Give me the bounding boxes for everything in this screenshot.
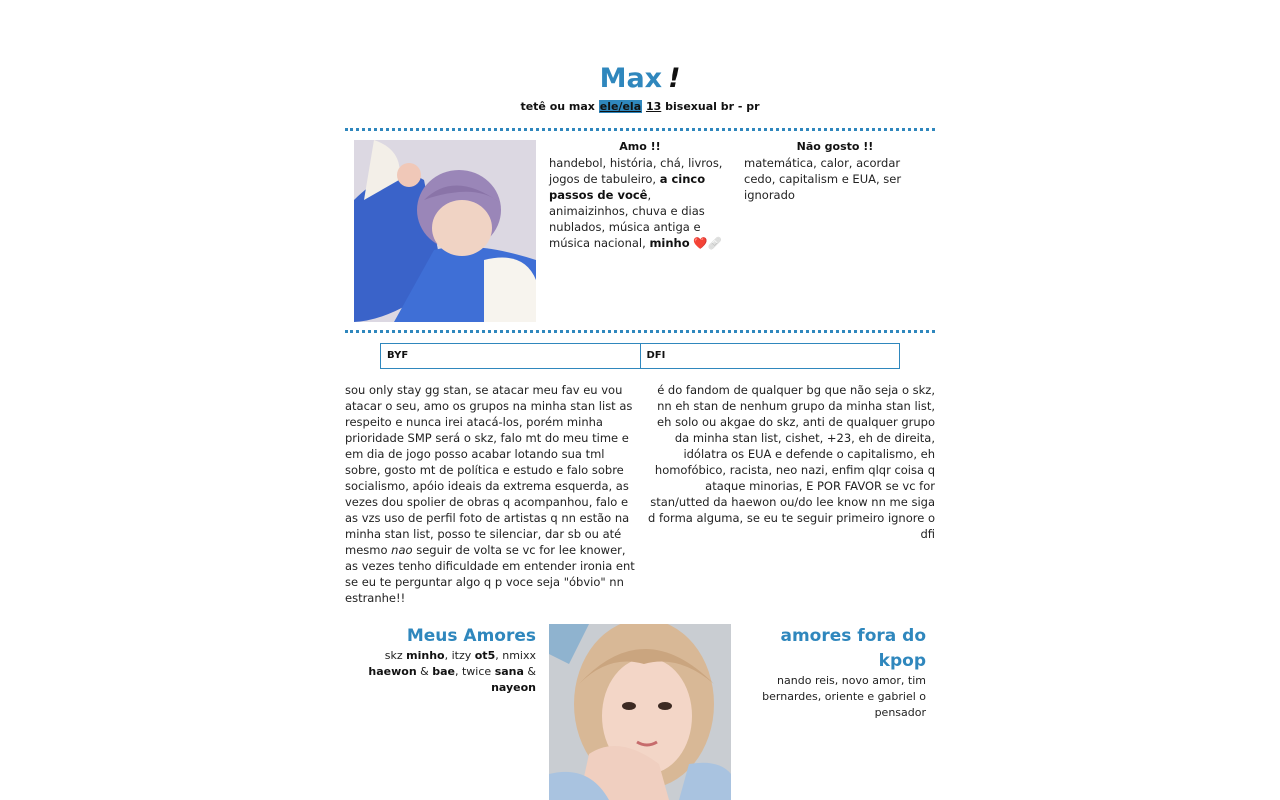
- page-title: [0, 60, 1280, 98]
- loves-b5: sana: [494, 665, 524, 678]
- loves-text: [345, 648, 536, 696]
- dislikes-heading: Não gosto !!: [796, 140, 874, 153]
- byf-label: BYF: [387, 350, 409, 361]
- pronouns-highlight: ele/ela: [599, 100, 642, 113]
- likes-bold-song: a cinco passos de você: [549, 172, 706, 202]
- profile-subtitle: [0, 100, 1280, 114]
- dfi-label: DFI: [640, 344, 900, 368]
- likes-heading: Amo !!: [619, 140, 661, 153]
- profile-photo-sana: [549, 624, 731, 800]
- profile-photo-minho: [354, 140, 536, 322]
- byf-text-1: sou only stay gg stan, se atacar meu fav eu vou atacar o seu, amo os grupos na minha stan list as respeito e nunca irei atacá-los, porém minha prioridade SMP será o skz, falo mt do meu time e em dia de jogo posso acabar lotando sua tml sobre, gosto mt de política e estudo e falo sobre socialismo, apóio ideais da extrema esquerda, as vezes dou spolier de obras q acompanhou, falo e as vzs uso de perfil foto de artistas q nn estão na minha stan list, posso te silenciar, dar sb ou até mesmo: [345, 383, 633, 557]
- byf-italic: nao: [391, 543, 413, 557]
- title-exclaim: !: [668, 63, 681, 94]
- nickname-text: tetê ou max: [520, 100, 595, 113]
- loves-b3: haewon: [368, 665, 417, 678]
- dotted-divider-top: [345, 128, 935, 131]
- byf-dfi-table: [380, 343, 900, 369]
- likes-bold-minho: minho: [649, 236, 690, 250]
- loves-title: Meus Amores: [406, 626, 536, 646]
- loves-b4: bae: [432, 665, 455, 678]
- loves-t5: , twice: [455, 665, 492, 678]
- sana-photo-art: [549, 624, 731, 800]
- likes-text: [549, 155, 734, 251]
- byf-text-2: seguir de volta se vc for lee knower, as vezes tenho dificuldade em entender ironia ent se eu te perguntar algo q p voce seja "óbvio" nn estranhe!!: [345, 543, 635, 605]
- loves-t1: skz: [384, 649, 403, 662]
- outside-kpop-text: nando reis, novo amor, tim bernardes, oriente e gabriel o pensador: [762, 674, 926, 719]
- loves-b1: minho: [406, 649, 445, 662]
- loves-t3: , nmixx: [495, 649, 536, 662]
- likes-text-2: , animaizinhos, chuva e dias nublados, música antiga e música nacional,: [549, 188, 705, 250]
- loves-t2: , itzy: [444, 649, 472, 662]
- dfi-paragraph: é do fandom de qualquer bg que não seja o skz, nn eh stan de nenhum grupo da minha stan list, eh solo ou akgae do skz, anti de qualquer grupo da minha stan list, cishet, +23, eh de direita, idólatra os EUA e defende o capitalismo, eh homofóbico, racista, neo nazi, enfim qlqr coisa q ataque minorias, E POR FAVOR se vc for stan/utted da haewon ou/do lee know nn me siga d forma alguma, se eu te seguir primeiro ignore o dfi: [648, 383, 936, 541]
- profile-photo-art: [354, 140, 536, 322]
- byf-paragraph: [345, 382, 637, 606]
- profile-name: Max: [599, 63, 663, 94]
- heart-bandage-icon: ❤️🩹: [693, 236, 722, 250]
- dotted-divider-middle: [345, 330, 935, 333]
- outside-kpop-title: amores fora do kpop: [780, 626, 926, 671]
- loves-t4: &: [420, 665, 429, 678]
- loves-t6: &: [527, 665, 536, 678]
- identity-text: bisexual br - pr: [665, 100, 760, 113]
- loves-b6: nayeon: [491, 681, 536, 694]
- dislikes-text: matemática, calor, acordar cedo, capitalism e EUA, ser ignorado: [744, 156, 902, 202]
- likes-text-1: handebol, história, chá, livros, jogos de tabuleiro,: [549, 156, 723, 186]
- loves-b2: ot5: [474, 649, 496, 662]
- age-text: 13: [645, 100, 662, 113]
